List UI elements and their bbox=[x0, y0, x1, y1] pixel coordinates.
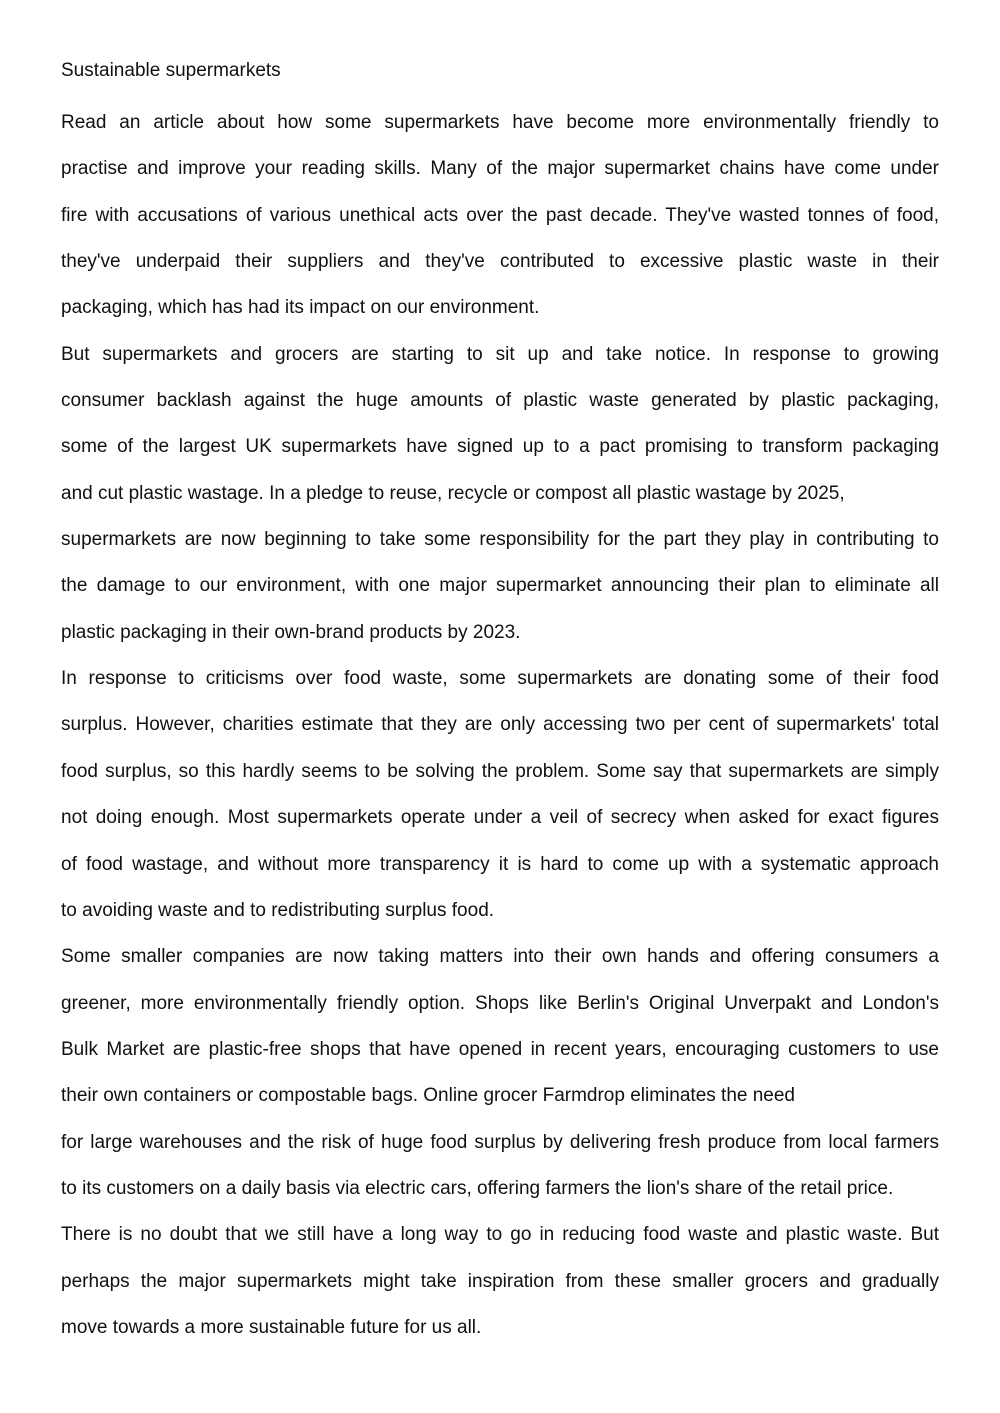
text-line: plastic packaging in their own-brand products by 2023. bbox=[61, 621, 521, 643]
text-line: move towards a more sustainable future for us all. bbox=[61, 1316, 482, 1338]
text-line: Read an article about how some supermarkets have become more environmentally friendly to bbox=[61, 112, 939, 133]
text-line: Some smaller companies are now taking matters into their own hands and offering consumers a bbox=[61, 946, 939, 968]
text-line: practise and improve your reading skills. Many of the major supermarket chains have come under bbox=[61, 158, 939, 180]
text-line: perhaps the major supermarkets might take inspiration from these smaller grocers and gradually bbox=[61, 1270, 939, 1292]
text-line: they've underpaid their suppliers and they've contributed to excessive plastic waste in their bbox=[61, 251, 939, 273]
document-title: Sustainable supermarkets bbox=[61, 60, 281, 81]
text-line: fire with accusations of various unethical acts over the past decade. They've wasted tonnes of food, bbox=[61, 204, 939, 226]
text-line: to its customers on a daily basis via electric cars, offering farmers the lion's share of the retail price. bbox=[61, 1177, 894, 1199]
text-line: But supermarkets and grocers are starting to sit up and take notice. In response to growing bbox=[61, 343, 939, 365]
text-line: to avoiding waste and to redistributing surplus food. bbox=[61, 899, 495, 921]
text-line: and cut plastic wastage. In a pledge to reuse, recycle or compost all plastic wastage by 2025, bbox=[61, 482, 845, 504]
text-line: surplus. However, charities estimate that they are only accessing two per cent of supermarkets' total bbox=[61, 714, 939, 736]
text-line: some of the largest UK supermarkets have signed up to a pact promising to transform packaging bbox=[61, 436, 939, 458]
text-line: their own containers or compostable bags. Online grocer Farmdrop eliminates the need bbox=[61, 1085, 795, 1107]
text-line: Bulk Market are plastic-free shops that have opened in recent years, encouraging customers to use bbox=[61, 1038, 939, 1060]
text-line: greener, more environmentally friendly option. Shops like Berlin's Original Unverpakt and London's bbox=[61, 992, 939, 1014]
text-line: consumer backlash against the huge amounts of plastic waste generated by plastic packaging, bbox=[61, 390, 939, 412]
text-line: not doing enough. Most supermarkets operate under a veil of secrecy when asked for exact figures bbox=[61, 807, 939, 829]
text-line: the damage to our environment, with one major supermarket announcing their plan to eliminate all bbox=[61, 575, 939, 597]
text-line: food surplus, so this hardly seems to be solving the problem. Some say that supermarkets are simply bbox=[61, 760, 939, 782]
document-page bbox=[61, 54, 939, 1351]
text-line: In response to criticisms over food waste, some supermarkets are donating some of their food bbox=[61, 668, 939, 690]
text-line: supermarkets are now beginning to take some responsibility for the part they play in contributing to bbox=[61, 529, 939, 551]
text-line: There is no doubt that we still have a long way to go in reducing food waste and plastic waste. But bbox=[61, 1224, 939, 1246]
text-line: for large warehouses and the risk of huge food surplus by delivering fresh produce from local farmers bbox=[61, 1131, 939, 1153]
text-line: of food wastage, and without more transparency it is hard to come up with a systematic approach bbox=[61, 853, 939, 875]
text-line: packaging, which has had its impact on our environment. bbox=[61, 297, 540, 319]
article-body bbox=[61, 100, 939, 1351]
